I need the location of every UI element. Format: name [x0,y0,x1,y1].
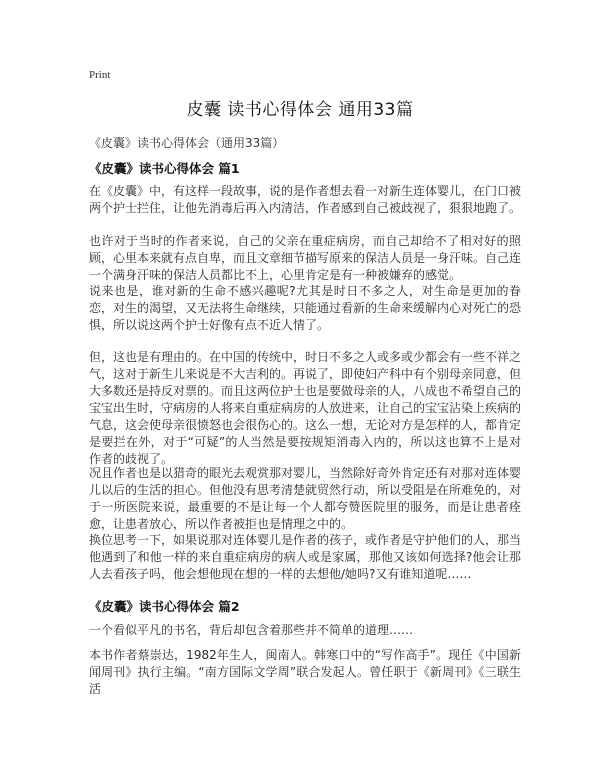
paragraph: 说来也是，谁对新的生命不感兴趣呢?尤其是时日不多之人，对生命是更加的眷恋，对生的渴望，又无法将生命继续，只能通过看新的生命来缓解内心对死亡的恐惧，所以说这两个护士好像有点不近人情了。 [89,284,522,332]
section-heading-1: 《皮囊》读书心得体会 篇1 [89,161,240,176]
paragraph: 本书作者蔡崇达，1982年生人，闽南人。韩寒口中的“写作高手”。现任《中国新闻周刊》执行主编。“南方国际文学周”联合发起人。曾任职于《新周刊》《三联生活 [89,648,521,696]
paragraph: 但，这也是有理由的。在中国的传统中，时日不多之人或多或少都会有一些不祥之气，这对于新生儿来说是不大吉利的。再说了，即使妇产科中有个别母亲同意，但大多数还是持反对票的。而且这两位护士也是要做母亲的人，八成也不希望自己的宝宝出生时，守病房的人将来自重症病房的人放进来，让自己的宝宝沾染上疾病的气息，这会使母亲很愤怒也会很伤心的。这么一想，无论对方是怎样的人，都肯定是要拦在外，对于“可疑”的人当然是要按规矩消毒入内的，所以这也算不上是对作者的歧视了。 [89,350,522,466]
paragraph: 换位思考一下，如果说那对连体婴儿是作者的孩子，或作者是守护他们的人，那当他遇到了和他一样的来自重症病房的病人或是家属，那他又该如何选择?他会让那人去看孩子吗，他会想他现在想的一样的去想他/她吗?又有谁知道呢…… [89,533,522,581]
page-title: 皮囊 读书心得体会 通用33篇 [186,100,414,120]
print-label[interactable]: Print [89,69,111,81]
paragraph: 也许对于当时的作者来说，自己的父亲在重症病房，而自己却给不了相对好的照顾，心里本来就有点自卑，而且文章细节描写原来的保洁人员是一身汗味。自己连一个满身汗味的保洁人员都比不上，心里肯定是有一种被嫌弃的感觉。 [89,234,522,282]
paragraph: 一个看似平凡的书名，背后却包含着那些并不简单的道理…… [89,623,414,637]
paragraph: 在《皮囊》中，有这样一段故事，说的是作者想去看一对新生连体婴儿，在门口被两个护士拦住，让他先消毒后再入内清洁，作者感到自己被歧视了，狠狠地跑了。 [89,184,522,215]
paragraph: 况且作者也是以猎奇的眼光去观赏那对婴儿，当然除好奇外肯定还有对那对连体婴儿以后的生活的担心。但他没有思考清楚就贸然行动，所以受阻是在所难免的，对于一所医院来说，最重要的不是让每一个人都夸赞医院里的服务，而是让患者痊愈，让患者放心，所以作者被拒也是情理之中的。 [89,466,522,531]
document-subtitle: 《皮囊》读书心得体会（通用33篇） [89,136,285,150]
section-heading-2: 《皮囊》读书心得体会 篇2 [89,599,240,614]
